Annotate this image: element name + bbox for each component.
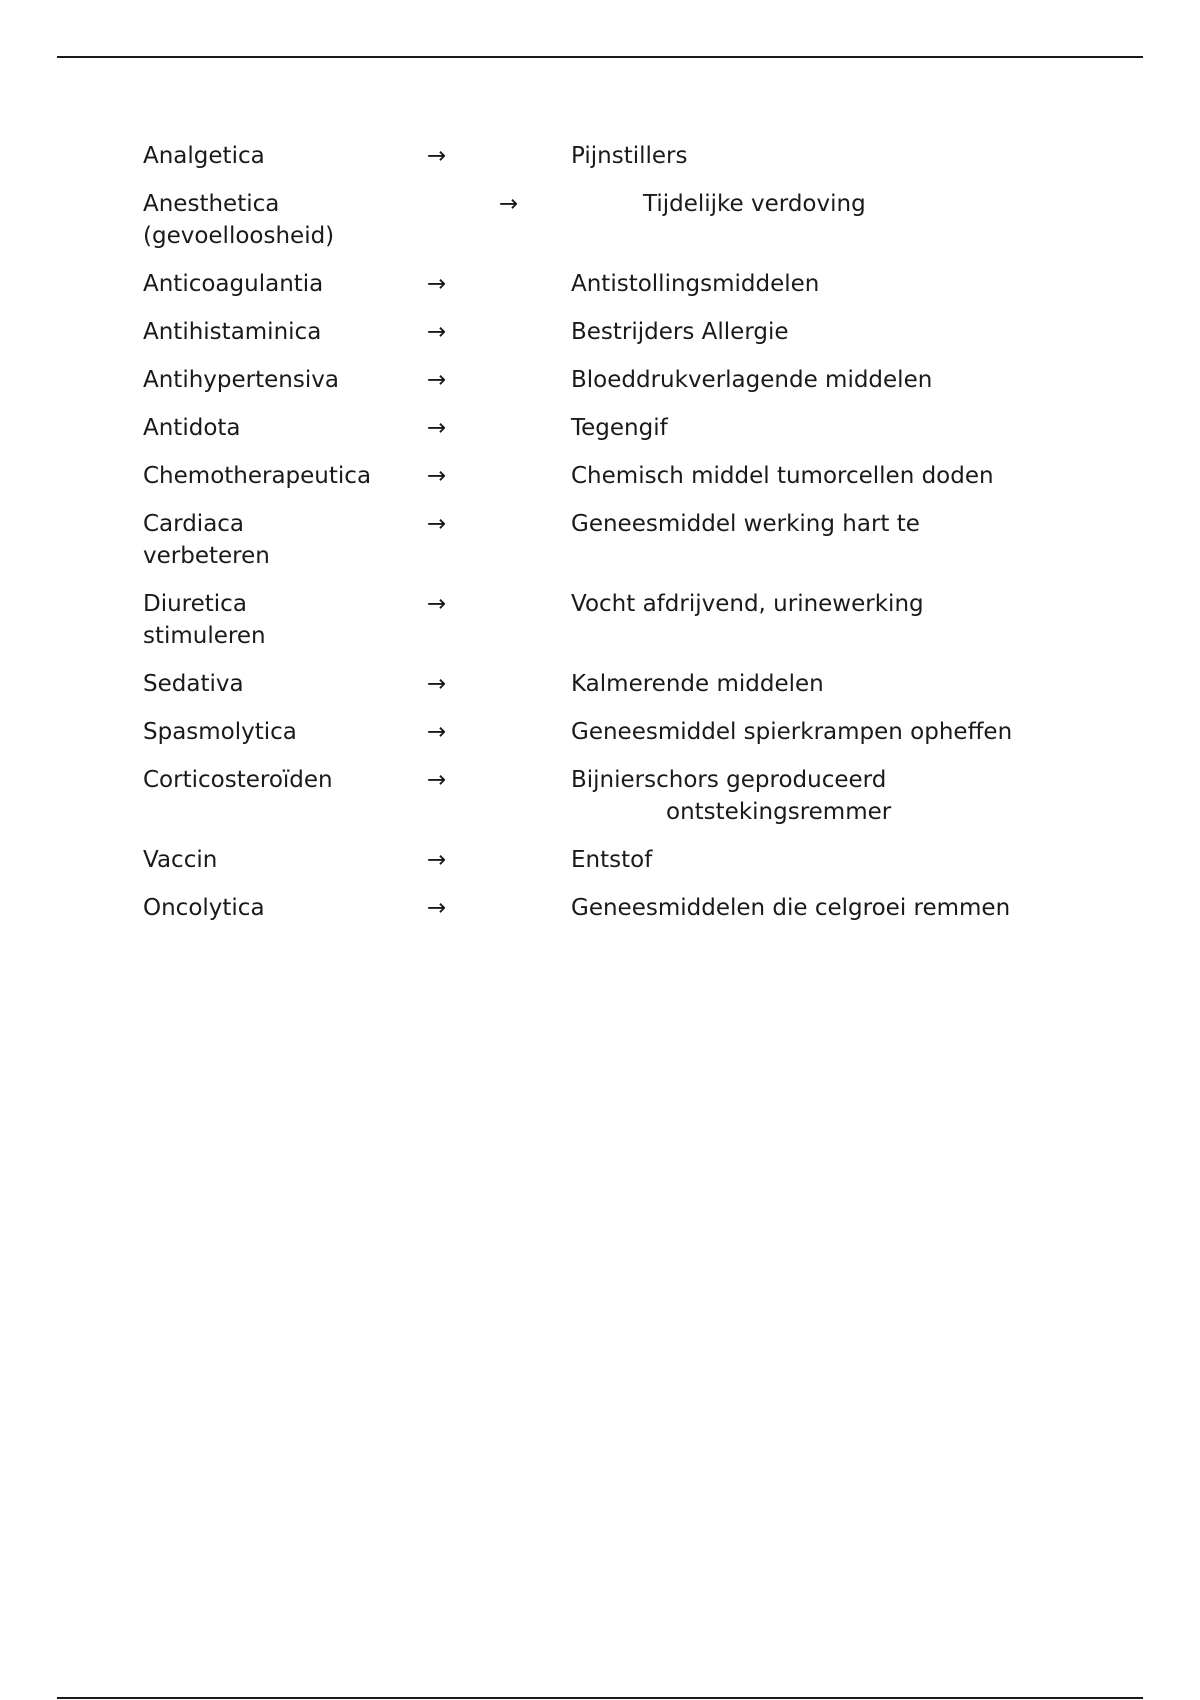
term: Diuretica [143, 591, 247, 617]
term: Sedativa [143, 671, 244, 697]
arrow-right-icon: → [427, 847, 447, 873]
glossary-entry-spasmolytica [143, 716, 1103, 748]
term: Analgetica [143, 143, 265, 169]
description: Bijnierschors geproduceerd [571, 767, 887, 793]
term: Spasmolytica [143, 719, 297, 745]
glossary-entry-antidota [143, 412, 1103, 444]
glossary-entry-sedativa [143, 668, 1103, 700]
arrow-right-icon: → [427, 463, 447, 489]
description: Vocht afdrijvend, urinewerking [571, 591, 924, 617]
arrow-right-icon: → [427, 767, 447, 793]
description: Geneesmiddelen die celgroei remmen [571, 895, 1011, 921]
arrow-right-icon: → [427, 719, 447, 745]
term: Cardiaca [143, 511, 245, 537]
glossary-entry-anesthetica [143, 188, 1103, 252]
glossary-entry-oncolytica [143, 892, 1103, 924]
description-continuation: stimuleren [143, 623, 266, 649]
description: Tijdelijke verdoving [643, 191, 866, 217]
glossary-entry-corticosteroiden [143, 764, 1103, 828]
description: Bloeddrukverlagende middelen [571, 367, 933, 393]
description: Kalmerende middelen [571, 671, 824, 697]
term: Oncolytica [143, 895, 265, 921]
description: Antistollingsmiddelen [571, 271, 820, 297]
term: Vaccin [143, 847, 218, 873]
term: Anesthetica [143, 191, 280, 217]
term: Anticoagulantia [143, 271, 324, 297]
description: Chemisch middel tumorcellen doden [571, 463, 994, 489]
description: Bestrijders Allergie [571, 319, 789, 345]
description: Geneesmiddel werking hart te [571, 511, 920, 537]
footer-rule [57, 1697, 1143, 1699]
term: Corticosteroïden [143, 767, 333, 793]
description-continuation: ontstekingsremmer [666, 799, 892, 825]
description: Entstof [571, 847, 653, 873]
description: Tegengif [571, 415, 668, 441]
term: Antihypertensiva [143, 367, 339, 393]
term-continuation: (gevoelloosheid) [143, 223, 335, 249]
term: Antidota [143, 415, 241, 441]
header-rule [57, 56, 1143, 58]
description: Pijnstillers [571, 143, 688, 169]
arrow-right-icon: → [427, 367, 447, 393]
medication-glossary [143, 140, 1103, 940]
arrow-right-icon: → [427, 319, 447, 345]
arrow-right-icon: → [427, 271, 447, 297]
glossary-entry-analgetica [143, 140, 1103, 172]
term: Antihistaminica [143, 319, 322, 345]
glossary-entry-cardiaca [143, 508, 1103, 572]
glossary-entry-antihistaminica [143, 316, 1103, 348]
arrow-right-icon: → [427, 671, 447, 697]
arrow-right-icon: → [427, 895, 447, 921]
glossary-entry-chemotherapeutica [143, 460, 1103, 492]
description-continuation: verbeteren [143, 543, 270, 569]
glossary-entry-antihypertensiva [143, 364, 1103, 396]
glossary-entry-vaccin [143, 844, 1103, 876]
arrow-right-icon: → [427, 511, 447, 537]
arrow-right-icon: → [427, 591, 447, 617]
term: Chemotherapeutica [143, 463, 372, 489]
glossary-entry-diuretica [143, 588, 1103, 652]
arrow-right-icon: → [427, 143, 447, 169]
description: Geneesmiddel spierkrampen opheffen [571, 719, 1013, 745]
arrow-right-icon: → [499, 191, 519, 217]
glossary-entry-anticoagulantia [143, 268, 1103, 300]
arrow-right-icon: → [427, 415, 447, 441]
